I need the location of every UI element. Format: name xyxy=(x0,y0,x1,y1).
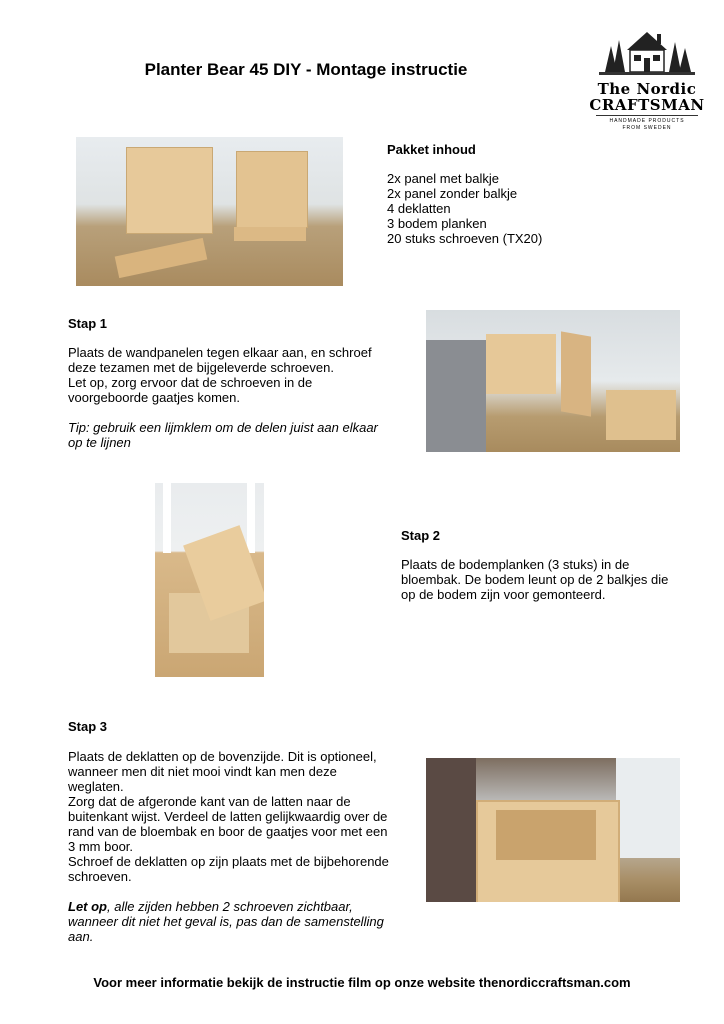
package-item: 2x panel zonder balkje xyxy=(387,186,518,201)
package-list xyxy=(387,171,542,246)
step3-heading: Stap 3 xyxy=(68,719,108,734)
page-title: Planter Bear 45 DIY - Montage instructie xyxy=(144,60,468,79)
package-contents-photo xyxy=(76,137,343,286)
package-item: 3 bodem planken xyxy=(387,216,487,231)
step2-photo xyxy=(155,483,264,677)
step3-text: Plaats de deklatten op de bovenzijde. Dit is optioneel, wanneer men dit niet mooi vindt kan men deze weglaten. Zorg dat de afgeronde kant van de latten naar de buitenkant wijst. Verdeel de latten gelijkwaardig over de rand van de bloembak en boor de gaatjes voor met een 3 mm boor. Schroef de deklatten op zijn plaats met de bijbehorende schroeven. Let op, alle zijden hebben 2 schroeven zichtbaar, wanneer dit niet het geval is, pas dan de samenstelling aan. xyxy=(68,749,418,944)
step2-heading: Stap 2 xyxy=(401,528,441,543)
package-item: 4 deklatten xyxy=(387,201,451,216)
step1-heading: Stap 1 xyxy=(68,316,108,331)
footer-text: Voor meer informatie bekijk de instructie film op onze website thenordiccraftsman.com xyxy=(93,975,631,990)
brand-logo: The Nordic CRAFTSMAN HANDMADE PRODUCTS FROM SWEDEN xyxy=(588,26,706,132)
step1-photo xyxy=(426,310,680,452)
package-item: 20 stuks schroeven (TX20) xyxy=(387,231,543,246)
step1-tip: Tip: gebruik een lijmklem om de delen juist aan elkaar xyxy=(68,420,378,435)
house-trees-icon xyxy=(597,26,697,76)
package-item: 2x panel met balkje xyxy=(387,171,500,186)
step1-text: Plaats de wandpanelen tegen elkaar aan, en schroef deze tezamen met de bijgeleverde schroeven. Let op, zorg ervoor dat de schroeven in de voorgeboorde gaatjes komen. Tip: gebruik een lijmklem om de delen juist aan elkaar op te lijnen xyxy=(68,345,408,450)
step2-text: Plaats de bodemplanken (3 stuks) in de bloembak. De bodem leunt op de 2 balkjes die op de bodem zijn voor gemonteerd. xyxy=(401,557,669,602)
step3-note: Let op, alle zijden hebben 2 schroeven zichtbaar, xyxy=(68,899,353,914)
package-heading: Pakket inhoud xyxy=(387,142,476,157)
step3-photo xyxy=(426,758,680,902)
